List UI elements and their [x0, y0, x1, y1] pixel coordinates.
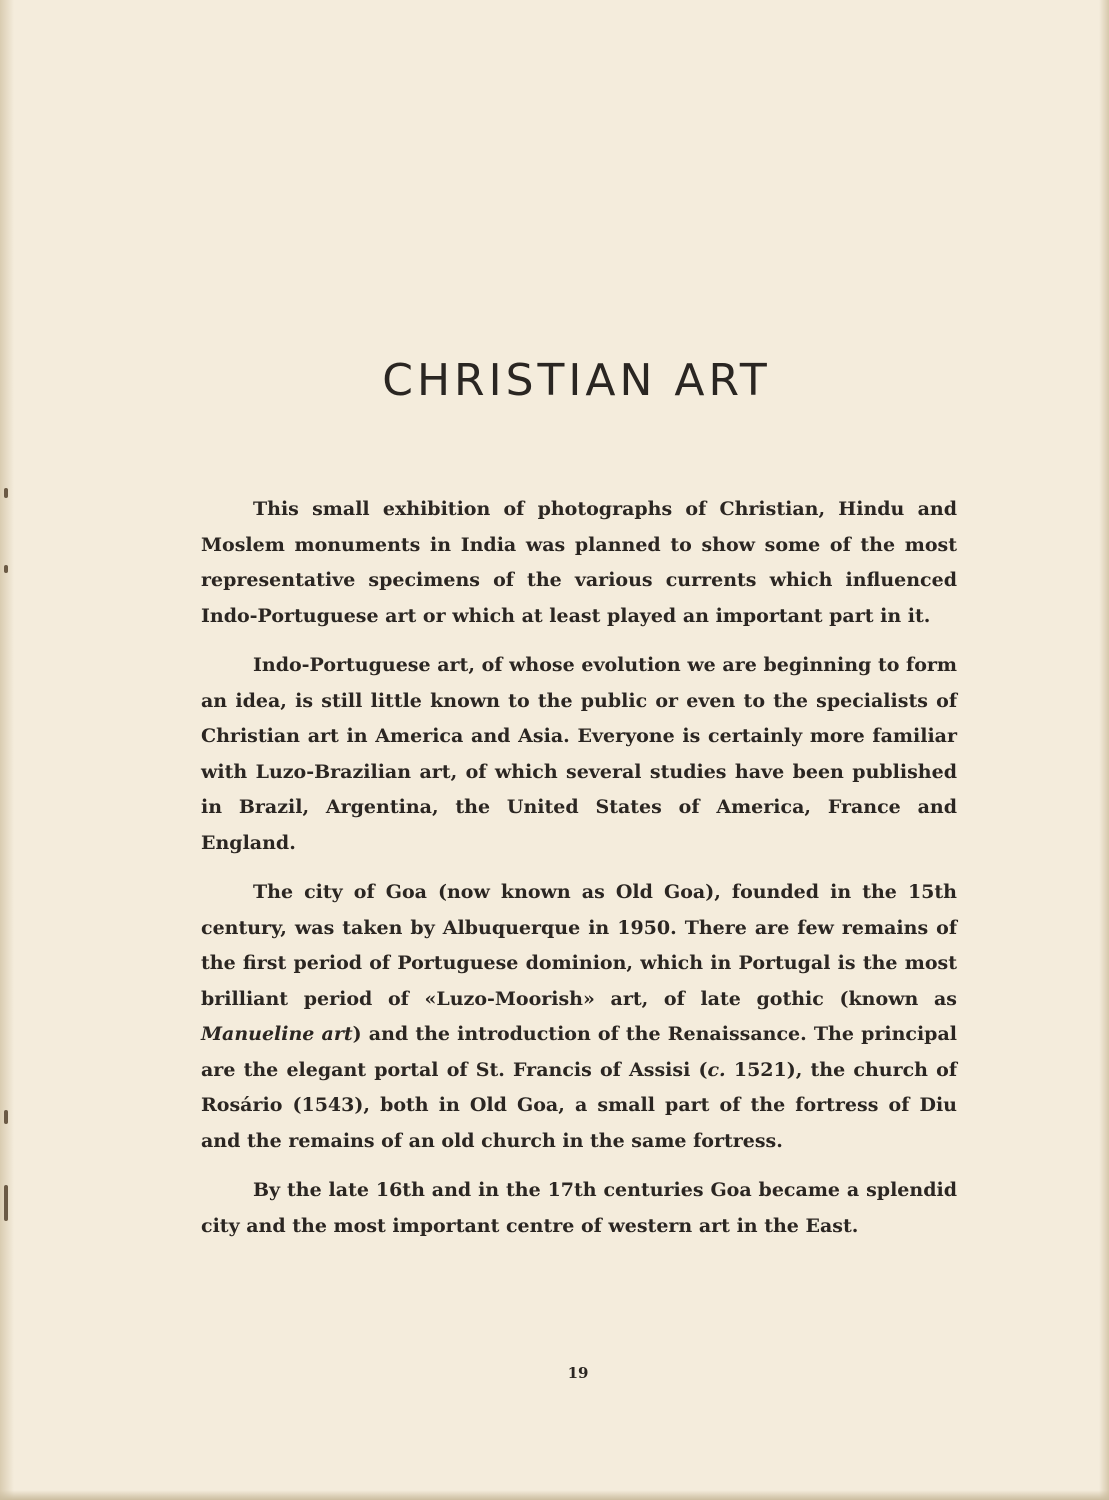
italic-term: Manueline art: [201, 1023, 353, 1045]
body-text: [201, 492, 957, 1258]
page-left-edge: [0, 0, 14, 1500]
binding-mark: [4, 1185, 8, 1221]
italic-abbreviation: c.: [707, 1058, 726, 1081]
paragraph: This small exhibition of photographs of Christian, Hindu and Moslem monuments in India was planned to show some of the most representative specimens of the various currents which influenced Indo-Portuguese art or which at least played an important part in it.: [201, 498, 957, 627]
paragraph: [201, 875, 957, 1159]
binding-mark: [4, 565, 8, 573]
paragraph: Indo-Portuguese art, of whose evolution we are beginning to form an idea, is still little known to the public or even to the specialists of Christian art in America and Asia. Everyone is certainly more familiar with Luzo-Brazilian art, of which several studies have been published in Brazil, Argentina, the United States of America, France and England.: [201, 654, 957, 854]
page-bottom-edge: [0, 1490, 1109, 1500]
binding-mark: [4, 488, 8, 498]
binding-mark: [4, 1110, 8, 1124]
paragraph-text: 1521), the church of Rosário (1543), both in Old Goa, a small part of the fortress of Diu and the remains of an old church in the same fortress.: [201, 1058, 958, 1152]
paragraph-text: ) and the introduction of the Renaissance. The principal are the elegant portal of St. Francis of Assisi (: [201, 1023, 957, 1081]
page-number: 19: [567, 1364, 589, 1382]
paragraph-text: The city of Goa (now known as Old Goa), founded in the 15th century, was taken by Albuquerque in 1950. There are few remains of the first period of Portuguese dominion, which in Portugal is the most brilliant period of «Luzo-Moorish» art, of late gothic (known as: [201, 881, 957, 1010]
page-title: CHRISTIAN ART: [382, 355, 771, 406]
paragraph: By the late 16th and in the 17th centuries Goa became a splendid city and the most important centre of western art in the East.: [201, 1179, 957, 1237]
page-right-edge: [1099, 0, 1109, 1500]
